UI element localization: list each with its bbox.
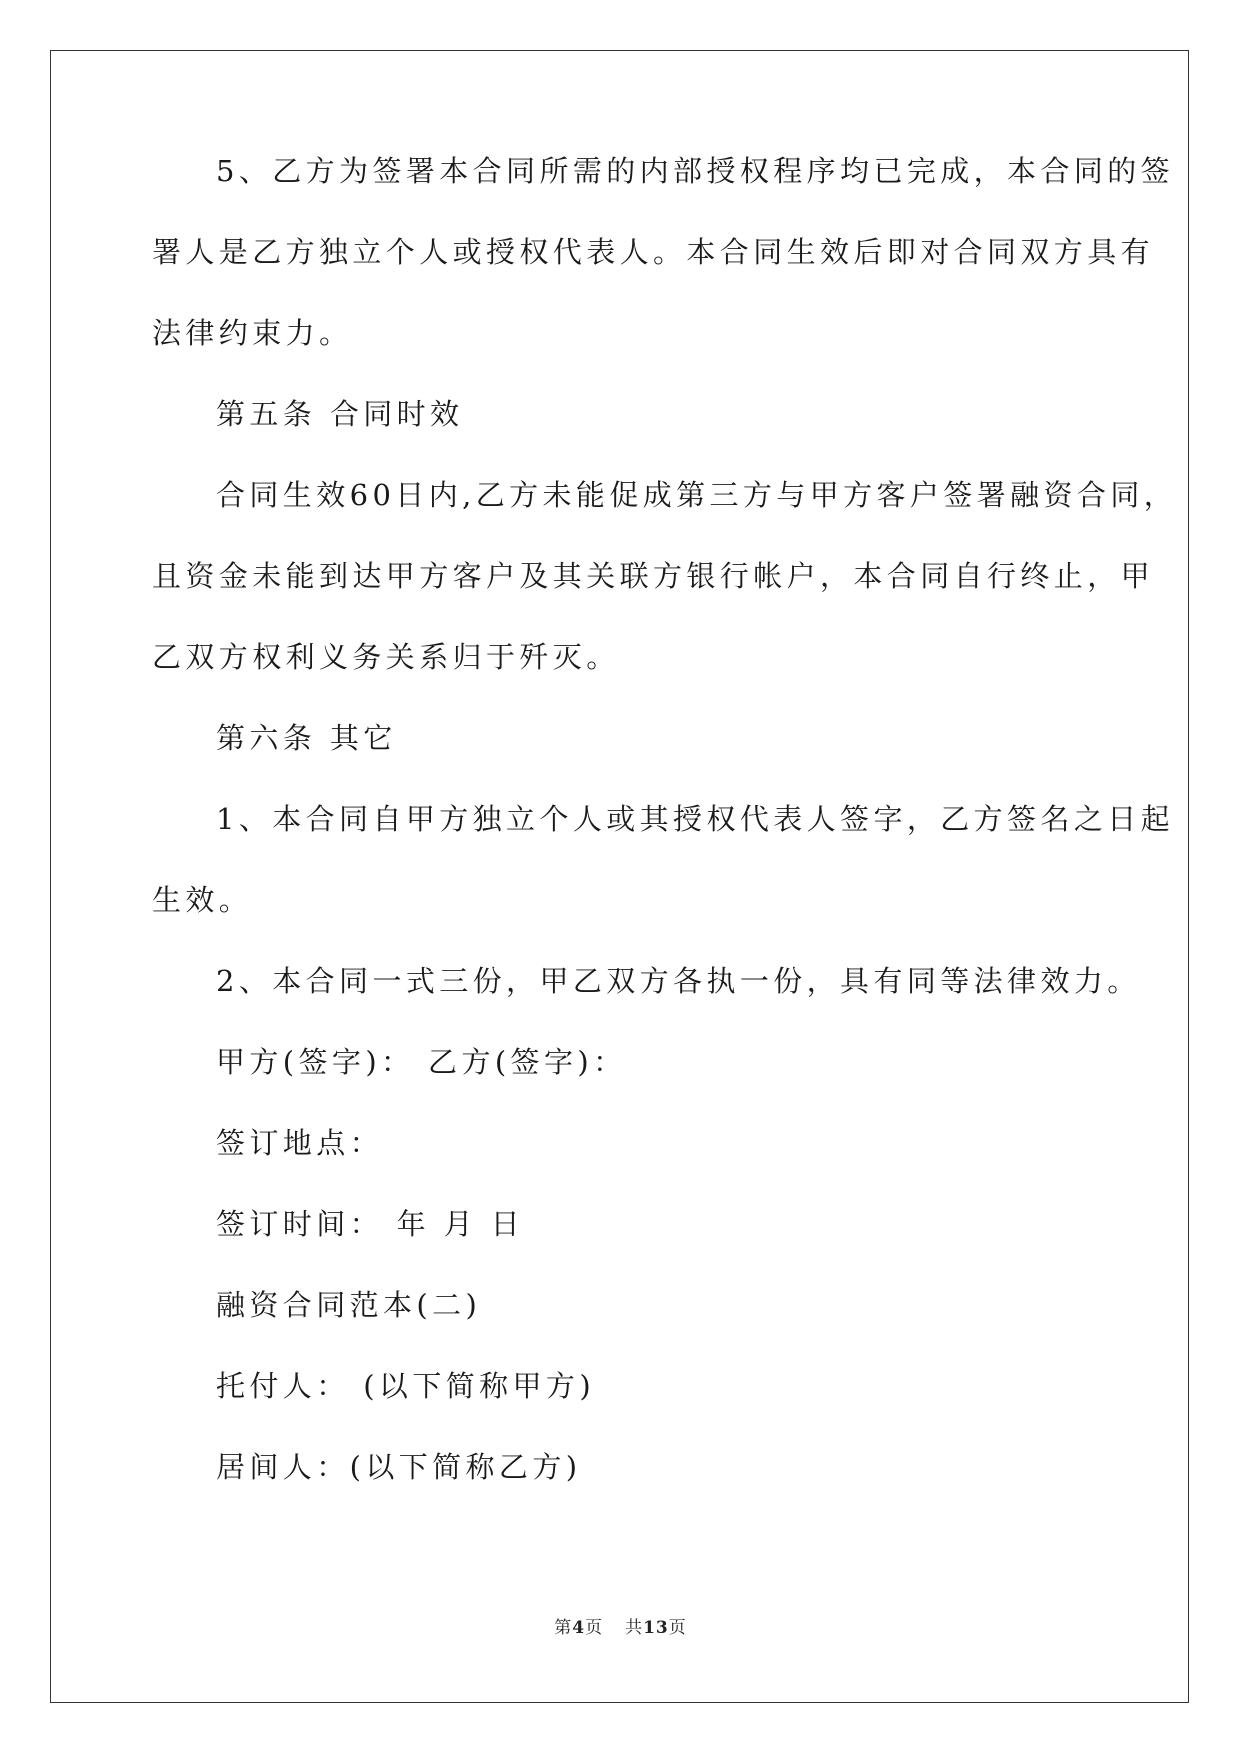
document-body bbox=[152, 131, 1178, 1508]
article-heading: 第五条 合同时效 bbox=[216, 397, 464, 431]
paragraph-line: 合同生效60日内,乙方未能促成第三方与甲方客户签署融资合同， bbox=[216, 478, 1178, 512]
signing-date-line: 签订时间： 年 月 日 bbox=[216, 1207, 525, 1241]
paragraph-line: 生效。 bbox=[152, 883, 253, 917]
paragraph-line: 5、乙方为签署本合同所需的内部授权程序均已完成，本合同的签 bbox=[216, 154, 1175, 188]
paragraph-line: 署人是乙方独立个人或授权代表人。本合同生效后即对合同双方具有 bbox=[152, 235, 1155, 269]
party-a-line: 托付人： (以下简称甲方) bbox=[216, 1369, 596, 1403]
footer-total-suffix: 页 bbox=[668, 1618, 687, 1638]
paragraph-line: 2、本合同一式三份，甲乙双方各执一份，具有同等法律效力。 bbox=[216, 964, 1141, 998]
footer-page-prefix: 第 bbox=[554, 1618, 573, 1638]
paragraph-line: 且资金未能到达甲方客户及其关联方银行帐户，本合同自行终止，甲 bbox=[152, 559, 1155, 593]
footer-total-pages: 13 bbox=[643, 1618, 669, 1638]
signature-line: 甲方(签字)： 乙方(签字)： bbox=[216, 1045, 627, 1079]
party-b-line: 居间人：(以下简称乙方) bbox=[216, 1450, 582, 1484]
article-heading: 第六条 其它 bbox=[216, 721, 397, 755]
footer-page-suffix: 页 bbox=[585, 1618, 604, 1638]
paragraph-line: 乙双方权利义务关系归于歼灭。 bbox=[152, 640, 620, 674]
signing-place-line: 签订地点： bbox=[216, 1126, 384, 1160]
paragraph-line: 1、本合同自甲方独立个人或其授权代表人签字，乙方签名之日起 bbox=[216, 802, 1175, 836]
paragraph-line: 法律约束力。 bbox=[152, 316, 353, 350]
footer-total-prefix: 共 bbox=[625, 1618, 644, 1638]
section-title: 融资合同范本(二) bbox=[216, 1288, 482, 1322]
footer-page-number: 4 bbox=[572, 1618, 586, 1638]
page-footer bbox=[0, 1613, 1241, 1638]
